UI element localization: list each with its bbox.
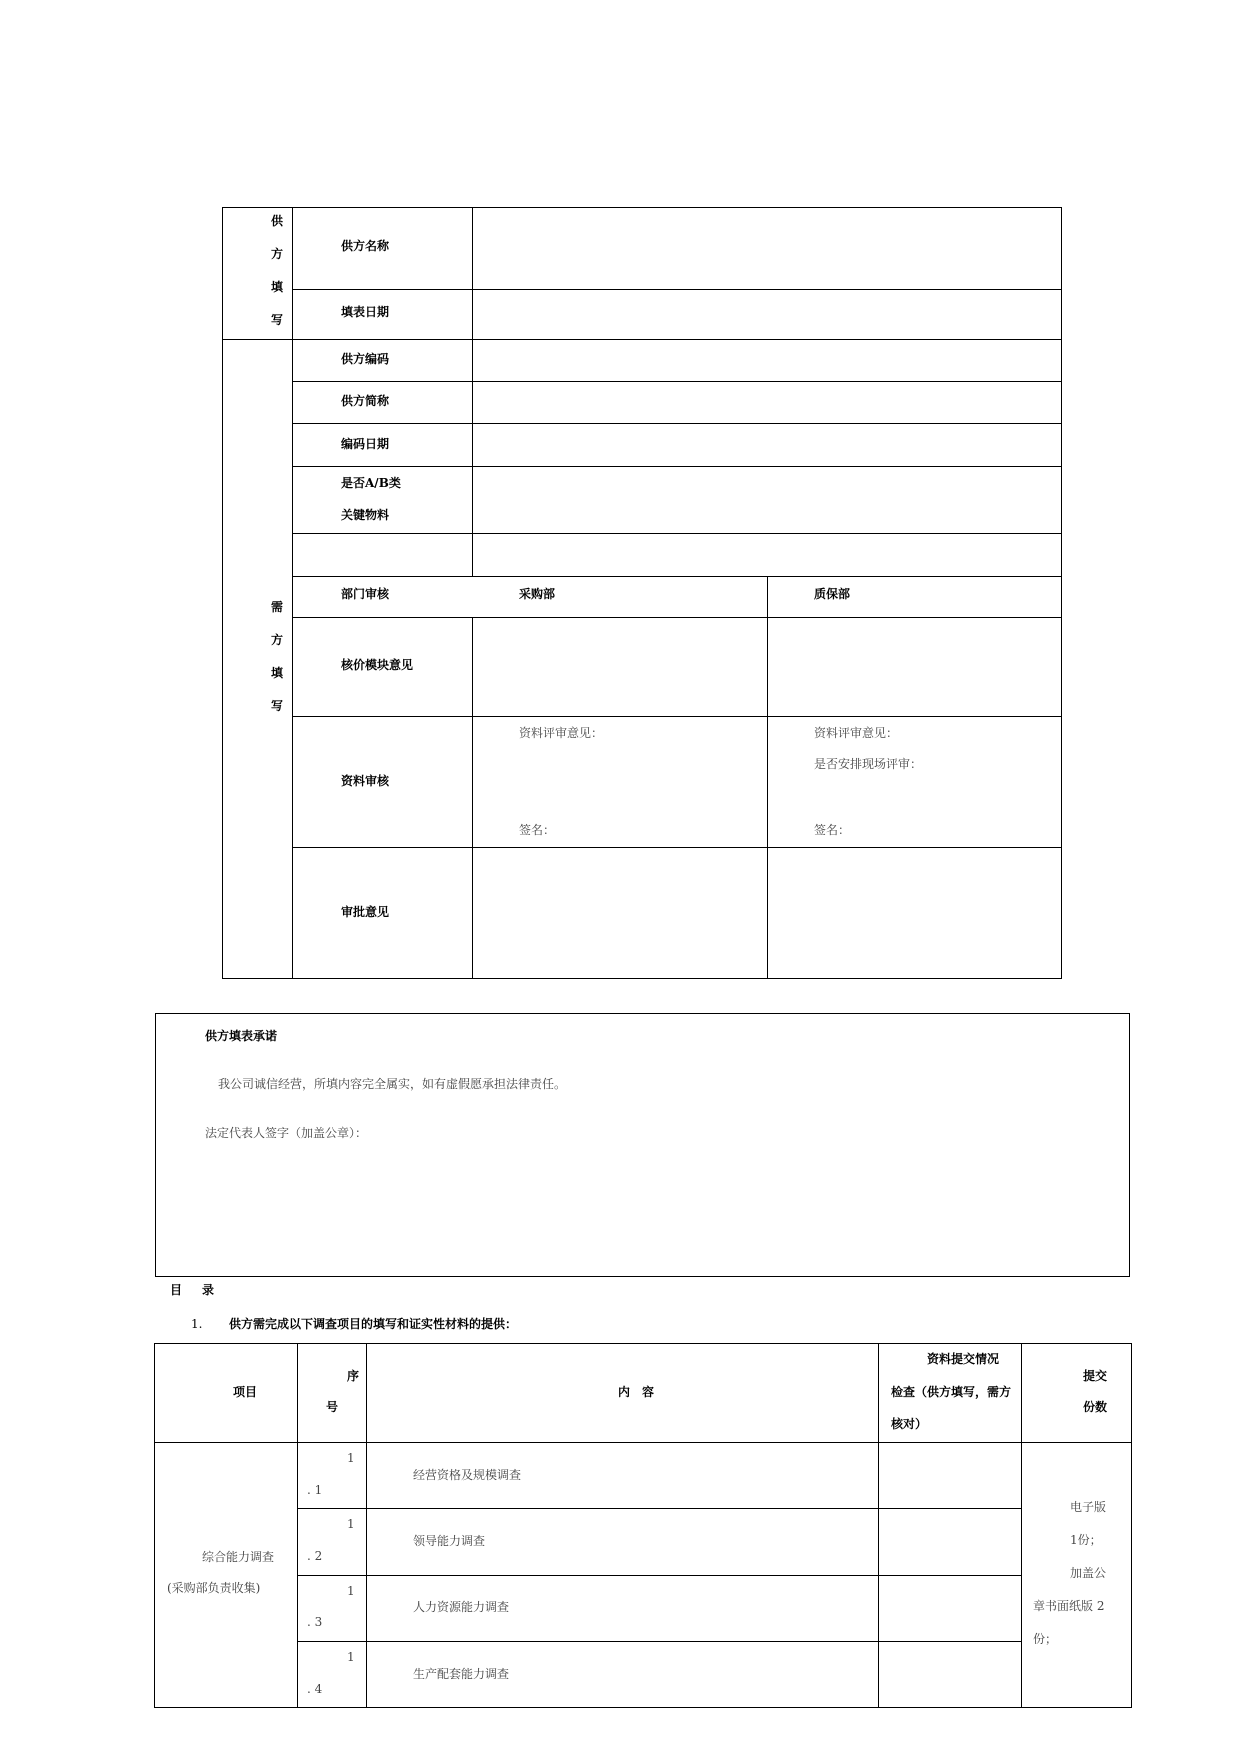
header-check-3: 核对） [891,1417,928,1431]
buyer-section-label: 需 方 填 写 [270,600,283,713]
toc-heading: 目 录 [170,1283,219,1297]
row-content: 经营资格及规模调查 [413,1468,522,1482]
divider [292,289,1062,290]
copies-note-line5: 份； [1033,1632,1058,1646]
header-seq-2: 号 [326,1400,339,1414]
label-approval-opinion: 审批意见 [341,905,390,919]
toc-item-number: 1. [191,1317,203,1331]
pricing-purchasing-field[interactable] [474,619,766,715]
label-pricing-opinion: 核价模块意见 [341,658,414,672]
divider [472,207,473,576]
dept-quality: 质保部 [814,587,851,601]
divider [1021,1343,1022,1708]
divider [292,617,1062,618]
quality-sign: 签名： [814,823,851,837]
header-check-1: 资料提交情况 [927,1352,1000,1366]
label-supplier-name: 供方名称 [341,239,390,253]
row-check-field[interactable] [880,1643,1020,1707]
label-code-date: 编码日期 [341,437,390,451]
label-dept-review: 部门审核 [341,587,390,601]
divider [297,1508,1021,1509]
quality-review-opinion: 资料评审意见： [814,726,899,740]
divider [292,381,1062,382]
group-responsible: (采购部负责收集) [167,1581,261,1595]
quality-onsite-review: 是否安排现场评审： [814,757,923,771]
copies-note-line2: 1份； [1070,1533,1102,1547]
row-seq-bottom: . 4 [307,1682,323,1696]
divider [292,576,1062,577]
blank-row-field[interactable] [294,535,1060,575]
fill-date-field[interactable] [474,291,1060,338]
divider [472,617,473,979]
purchasing-sign: 签名： [519,823,556,837]
divider [767,576,768,979]
row-content: 生产配套能力调查 [413,1667,510,1681]
row-seq-bottom: . 3 [307,1615,323,1629]
row-seq-top: 1 [347,1584,355,1598]
row-seq-top: 1 [347,1517,355,1531]
header-copies-1: 提交 [1083,1369,1108,1383]
commitment-statement: 我公司诚信经营，所填内容完全属实，如有虚假愿承担法律责任。 [218,1077,567,1091]
divider [878,1343,879,1708]
label-fill-date: 填表日期 [341,305,390,319]
divider [366,1343,367,1708]
header-content: 内 容 [618,1385,655,1399]
divider [292,533,1062,534]
divider [297,1575,1021,1576]
approval-quality-field[interactable] [769,849,1060,978]
row-check-field[interactable] [880,1510,1020,1574]
toc-item-text: 供方需完成以下调查项目的填写和证实性材料的提供： [229,1317,518,1331]
code-date-field[interactable] [474,425,1060,465]
pricing-quality-field[interactable] [769,619,1060,715]
row-content: 领导能力调查 [413,1534,486,1548]
copies-note-line1: 电子版 [1070,1500,1107,1514]
header-seq-1: 序 [347,1369,360,1383]
row-seq-top: 1 [347,1451,355,1465]
supplier-section-label: 供 方 填 写 [270,214,283,327]
signature-field[interactable] [400,1120,1000,1160]
row-seq-top: 1 [347,1650,355,1664]
row-seq-bottom: . 1 [307,1483,323,1497]
label-key-material: 关键物料 [341,508,390,522]
group-label: 综合能力调查 [202,1550,275,1564]
row-content: 人力资源能力调查 [413,1600,510,1614]
divider [154,1442,1132,1443]
label-doc-review: 资料审核 [341,774,390,788]
label-supplier-code: 供方编码 [341,352,390,366]
approval-purchasing-field[interactable] [474,849,766,978]
copies-note-line3: 加盖公 [1070,1566,1107,1580]
divider [222,339,1062,340]
ab-class-field[interactable] [474,468,1060,532]
supplier-short-field[interactable] [474,383,1060,422]
row-seq-bottom: . 2 [307,1549,323,1563]
divider [292,716,1062,717]
divider [292,847,1062,848]
divider [292,423,1062,424]
divider [297,1343,298,1708]
commitment-title: 供方填表承诺 [205,1029,278,1043]
row-check-field[interactable] [880,1577,1020,1640]
legal-rep-signature: 法定代表人签字（加盖公章）： [205,1126,368,1140]
label-ab-class: 是否A/B类 [341,476,401,490]
header-copies-2: 份数 [1083,1400,1108,1414]
label-supplier-short: 供方简称 [341,394,390,408]
purchasing-review-opinion: 资料评审意见： [519,726,604,740]
header-project: 项目 [233,1385,258,1399]
divider [292,207,293,979]
copies-note-line4: 章书面纸版 2 [1033,1599,1105,1613]
divider [292,466,1062,467]
dept-purchasing: 采购部 [519,587,556,601]
row-check-field[interactable] [880,1444,1020,1507]
divider [297,1641,1021,1642]
header-check-2: 检查（供方填写，需方 [891,1385,1012,1399]
supplier-name-field[interactable] [474,209,1060,288]
supplier-code-field[interactable] [474,341,1060,380]
